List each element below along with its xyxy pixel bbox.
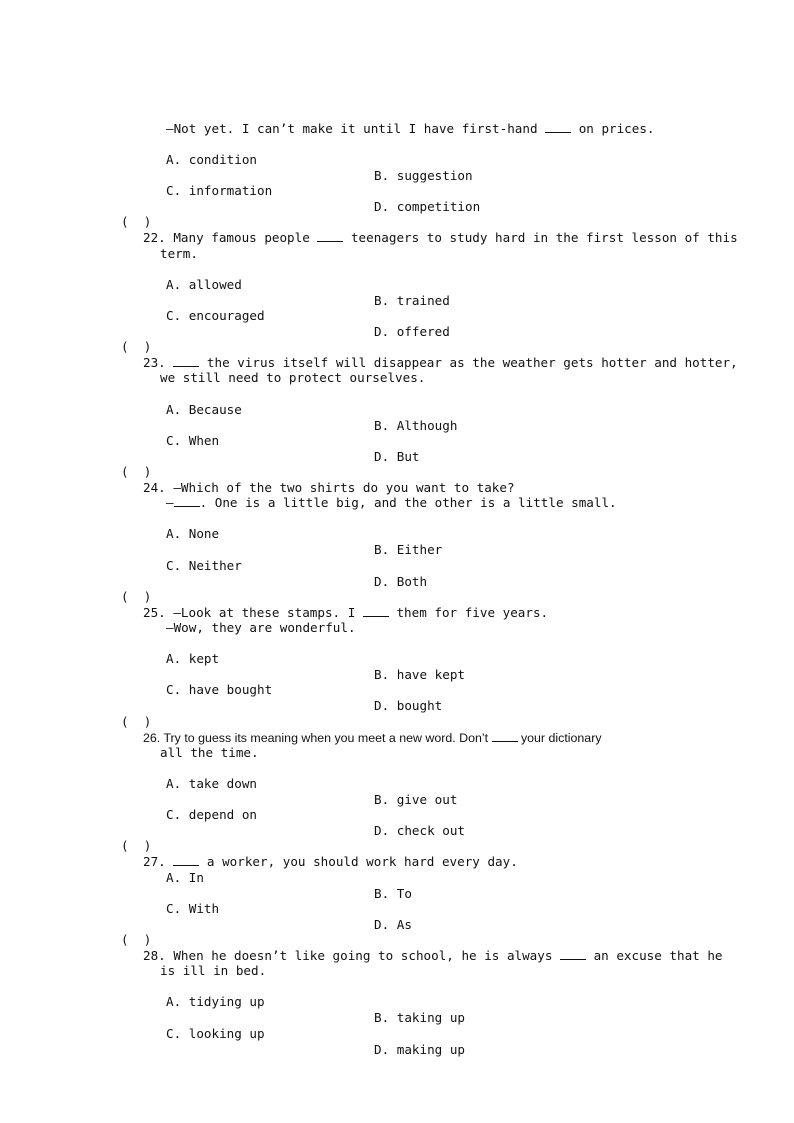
question-27-stem: ( ) 27. a worker, you should work hard every day. (121, 838, 518, 869)
answer-parenthesis: ( ) (121, 464, 152, 479)
answer-blank (560, 948, 586, 960)
answer-blank (173, 854, 199, 866)
q26-options-row1 (0, 760, 458, 807)
option-c: C. encouraged (166, 308, 265, 323)
option-d: D. making up (374, 1042, 465, 1057)
q24-options-row1 (0, 510, 443, 557)
option-d: D. But (374, 449, 420, 464)
question-23-continuation: we still need to protect ourselves. (160, 370, 426, 385)
option-b: B. give out (374, 792, 458, 807)
question-25-reply: —Wow, they are wonderful. (166, 620, 356, 635)
option-c: C. depend on (166, 807, 257, 822)
question-28-stem: ( ) 28. When he doesn’t like going to school, he is always an excuse that he (121, 932, 723, 963)
answer-parenthesis: ( ) (121, 714, 152, 729)
answer-parenthesis: ( ) (121, 932, 152, 947)
answer-blank (545, 121, 571, 133)
answer-parenthesis: ( ) (121, 589, 152, 604)
question-22-continuation: term. (160, 246, 198, 261)
q27-options-row1 (0, 854, 412, 901)
q28-options-row1 (0, 978, 465, 1025)
option-a: A. kept (166, 651, 220, 666)
option-a: A. tidying up (166, 994, 265, 1009)
answer-blank (173, 355, 199, 367)
question-23-stem: ( ) 23. the virus itself will disappear as the weather gets hotter and hotter, (121, 339, 738, 370)
option-d: D. check out (374, 823, 465, 838)
option-b: B. To (374, 886, 412, 901)
answer-blank (317, 230, 343, 242)
option-b: B. Although (374, 418, 458, 433)
option-a: A. take down (166, 776, 257, 791)
q22-options-row1 (0, 261, 450, 308)
option-d: D. As (374, 917, 412, 932)
answer-blank (174, 495, 200, 507)
q25-options-row1 (0, 635, 465, 682)
option-d: D. Both (374, 574, 428, 589)
question-26-continuation: all the time. (160, 745, 259, 760)
option-c: C. looking up (166, 1026, 265, 1041)
question-26-stem: ( ) 26. Try to guess its meaning when you meet a new word. Don’t your dictionary (121, 714, 602, 745)
option-a: A. None (166, 526, 220, 541)
question-24-stem: ( ) 24. —Which of the two shirts do you want to take? (121, 464, 515, 495)
q23-options-row1 (0, 386, 458, 433)
question-22-stem: ( ) 22. Many famous people teenagers to study hard in the first lesson of this (121, 214, 738, 245)
question-24-reply: — . One is a little big, and the other is a little small. (166, 495, 617, 510)
question-28-continuation: is ill in bed. (160, 963, 267, 978)
option-a: A. condition (166, 152, 257, 167)
option-d: D. offered (374, 324, 450, 339)
option-b: B. trained (374, 293, 450, 308)
answer-parenthesis: ( ) (121, 214, 152, 229)
question-25-stem: ( ) 25. —Look at these stamps. I them for five years. (121, 589, 549, 620)
option-c: C. Neither (166, 558, 242, 573)
option-a: A. Because (166, 402, 242, 417)
q21-options-row1 (0, 136, 473, 183)
option-c: C. With (166, 901, 220, 916)
option-a: A. In (166, 870, 204, 885)
option-c: C. When (166, 433, 220, 448)
option-c: C. information (166, 183, 273, 198)
answer-parenthesis: ( ) (121, 339, 152, 354)
answer-blank (363, 605, 389, 617)
option-c: C. have bought (166, 682, 273, 697)
option-b: B. Either (374, 542, 443, 557)
answer-parenthesis: ( ) (121, 838, 152, 853)
option-d: D. competition (374, 199, 481, 214)
option-b: B. have kept (374, 667, 465, 682)
option-b: B. taking up (374, 1010, 465, 1025)
answer-blank (492, 730, 518, 742)
option-a: A. allowed (166, 277, 242, 292)
option-b: B. suggestion (374, 168, 473, 183)
option-d: D. bought (374, 698, 443, 713)
q21-reply-line: —Not yet. I can’t make it until I have first-hand on prices. (166, 121, 655, 136)
